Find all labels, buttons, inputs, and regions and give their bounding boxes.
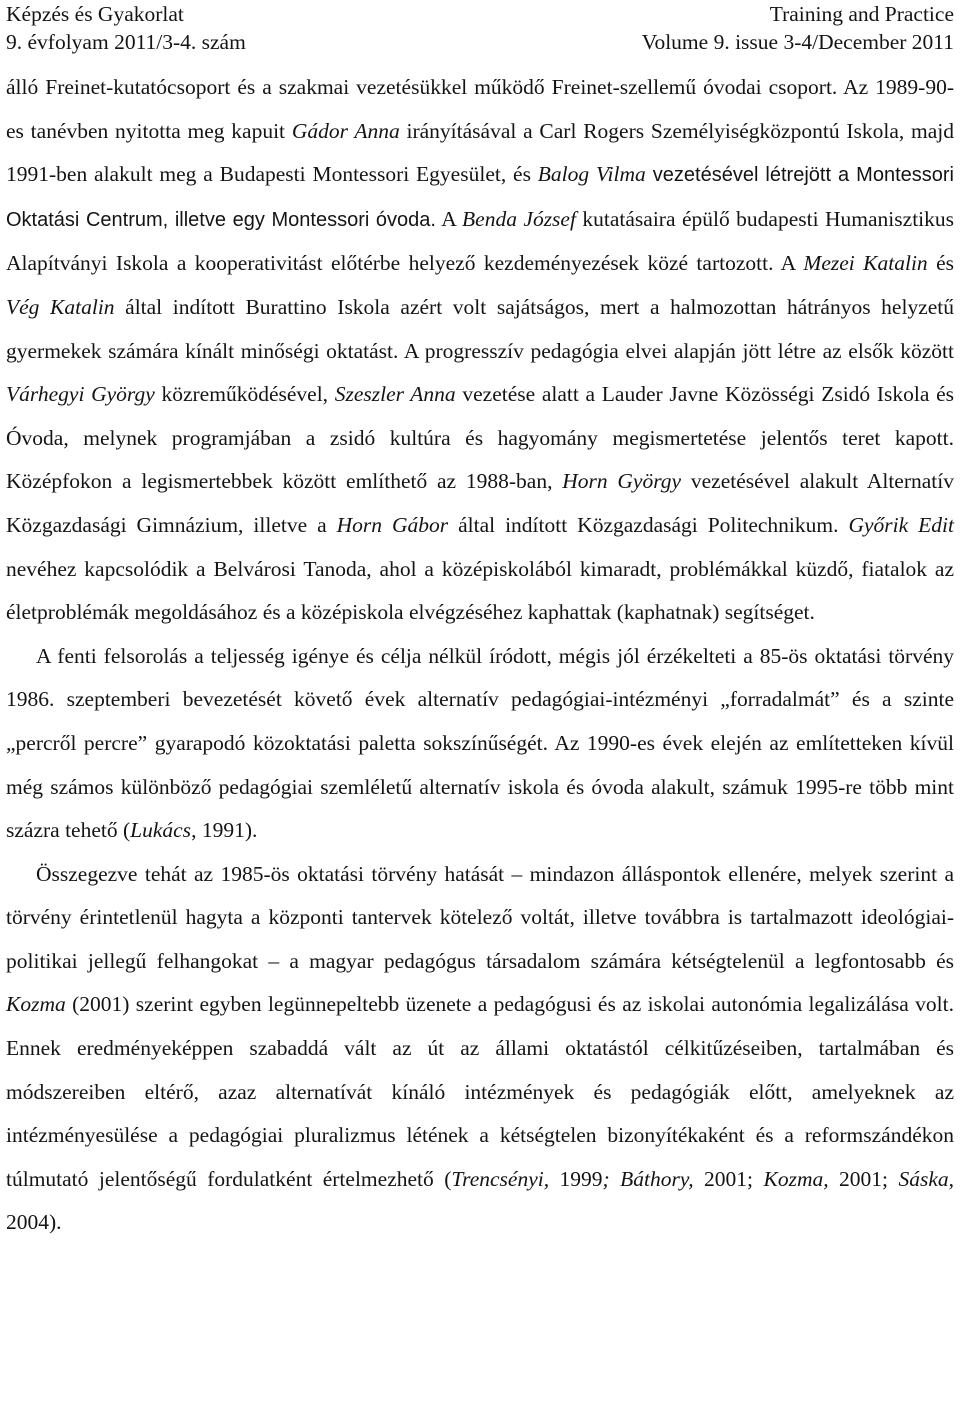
text-segment: A <box>773 251 804 276</box>
person-name: Várhegyi György <box>6 382 155 407</box>
text-segment: A fenti felsorolás a teljesség igénye és célja nélkül íródott, mégis jól érzékelteti a 85-ös oktatási törvény 1986. szeptemberi bevezetését követő évek alternatív pedagógiai-intézményi „forradalmát” és a szinte „percről percre” gyarapodó közoktatási paletta sokszínűségét. Az 1990-es évek elején az említetteken kívül még számos különböző pedagógiai szemléletű alternatív iskola és óvoda alakult, számuk 1995-re több mint százra tehető ( <box>6 643 954 843</box>
text-segment: irányításával a Carl Rogers Személyiségközpontú Iskola, majd 1991-ben alakult meg a Budapesti Montessori Egyesület, és <box>6 118 955 187</box>
paragraph-2 <box>6 635 954 853</box>
text-segment: vezetésével alakult Alternatív Közgazdasági Gimnázium, illetve a <box>6 469 954 537</box>
text-segment: A progresszív pedagógia elvei alapján jött létre az elsők között <box>398 338 955 363</box>
text-segment: közreműködésével, <box>154 382 335 407</box>
text-segment: által indított Közgazdasági Politechnikum. <box>448 512 849 537</box>
text-segment: vezetésével létrejött a Montessori Oktatási Centrum, illetve egy Montessori óvoda. <box>6 164 954 231</box>
text-segment: vezetése alatt a Lauder Javne Közösségi Zsidó Iskola és Óvoda, melynek programjában a zsidó kultúra és hagyomány megismertetése jelentős teret kapott. Középfokon a legismertebbek között említhető az 1988-ban, <box>6 382 954 494</box>
person-name: Gádor Anna <box>291 118 400 143</box>
citation-author: Kozma, <box>763 1166 829 1191</box>
header-row-journal <box>6 0 954 28</box>
text-segment: által indított Burattino Iskola azért volt sajátságos, mert a halmozottan hátrányos helyzetű gyermekek számára kínált minőségi oktatást. <box>6 294 955 363</box>
journal-title-hu: Képzés és Gyakorlat <box>6 2 184 26</box>
issue-info-hu: 9. évfolyam 2011/3-4. szám <box>6 30 246 54</box>
text-segment: kutatásaira épülő budapesti Humanisztikus Alapítványi Iskola a kooperativitást előtérbe helyező kezdeményezések közé tartozott. <box>6 206 955 276</box>
person-name: Horn György <box>562 469 682 494</box>
text-segment: Összegezve tehát az 1985-ös oktatási törvény hatását – mindazon álláspontok ellenére, melyek szerint a törvény érintetlenül hagyta a központi tantervek kötelező voltát, illetve továbbra is tartalmazott ideológiai-politikai jellegű felhangokat – a magyar pedagógus társadalom számára kétségtelenül a legfontosabb és <box>6 861 954 973</box>
person-name: Benda József <box>462 206 576 231</box>
citation-author: ; Báthory, <box>602 1166 694 1191</box>
text-segment: 2001; <box>828 1166 899 1191</box>
text-segment: álló Freinet-kutatócsoport és a szakmai vezetésükkel működő Freinet-szellemű óvodai csoport. Az 1989-90-es tanévben nyitotta meg kapuit <box>6 75 954 143</box>
person-name: Balog Vilma <box>537 162 646 187</box>
person-name: Vég Katalin <box>6 294 115 319</box>
person-name: Horn Gábor <box>336 512 449 537</box>
text-segment: és <box>927 251 954 276</box>
text-segment: (2001) szerint egyben legünnepeltebb üzenete a pedagógusi és az iskolai autonómia legalizálása volt. Ennek eredményeképpen szabaddá vált az út az állami oktatástól célkitűzéseiben, tartalmában és módszereiben eltérő, azaz alternatívát kínáló intézmények és pedagógiák előtt, amelyeknek az intézményesülése a pedagógiai pluralizmus létének a kétségtelen bizonyítékaként és a reformszándékon túlmutató jelentőségű fordulatként értelmezhető ( <box>6 992 954 1191</box>
header-row-issue <box>6 28 954 56</box>
citation-author: Sáska, <box>898 1166 955 1191</box>
citation-author: Kozma <box>6 992 66 1017</box>
paragraph-3 <box>6 853 954 1245</box>
paragraph-1 <box>6 66 954 635</box>
text-segment: 2004). <box>6 1210 62 1235</box>
person-name: Mezei Katalin <box>803 251 928 276</box>
person-name: Szeszler Anna <box>334 382 456 407</box>
article-body <box>6 66 954 1245</box>
citation-author: Lukács <box>130 818 192 843</box>
text-segment: 1999 <box>549 1166 603 1191</box>
page-header <box>6 0 954 66</box>
text-segment: , 1991). <box>191 818 258 843</box>
citation-author: Trencsényi, <box>451 1166 550 1191</box>
text-segment: 2001; <box>693 1166 764 1191</box>
issue-info-en: Volume 9. issue 3-4/December 2011 <box>641 30 954 54</box>
person-name: Győrik Edit <box>848 512 954 537</box>
text-segment: nevéhez kapcsolódik a Belvárosi Tanoda, ahol a középiskolából kimaradt, problémákkal küzdő, fiatalok az életproblémák megoldásához és a középiskola elvégzéséhez kaphattak (kaphatnak) segítséget. <box>6 556 954 625</box>
text-segment: A <box>435 206 463 231</box>
journal-title-en: Training and Practice <box>769 2 954 26</box>
